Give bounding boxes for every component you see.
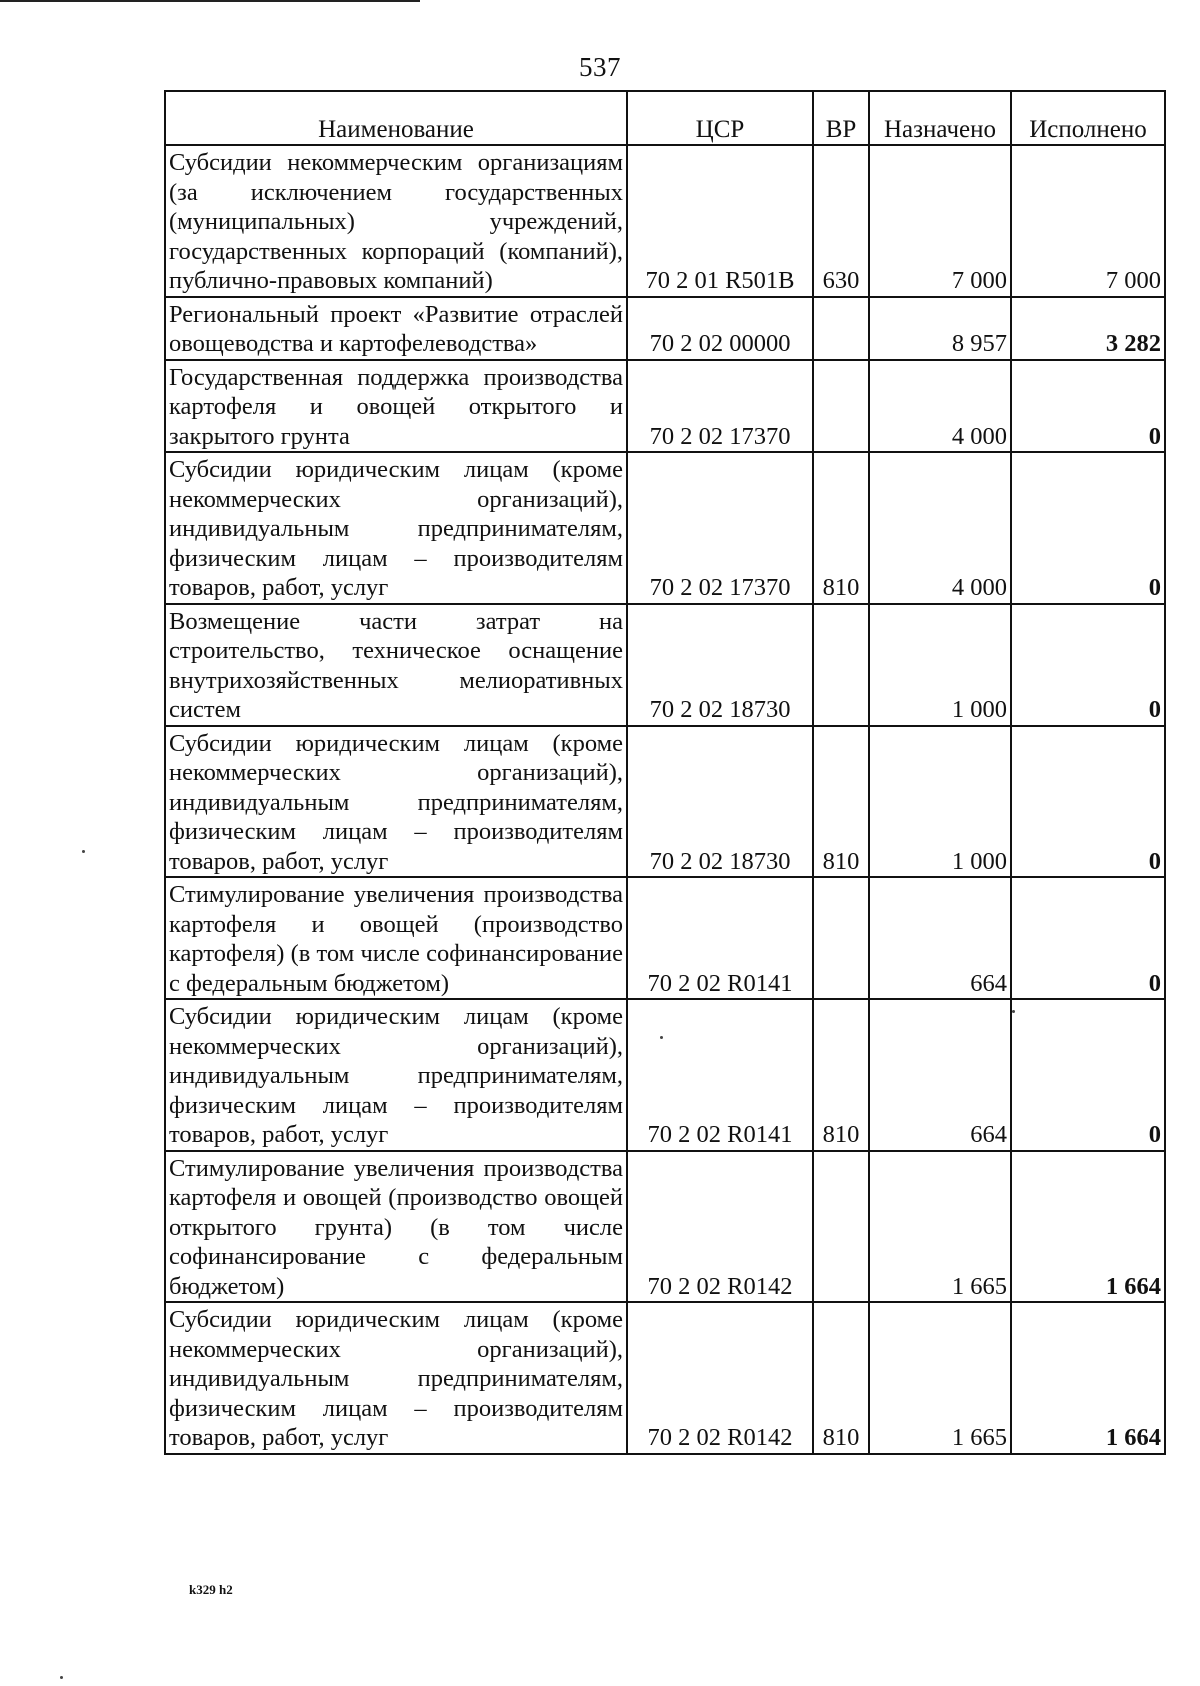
row-name: Государственная поддержка производства картофеля и овощей открытого и закрытого грунта [165,360,627,453]
row-vr [813,1151,869,1303]
row-name: Стимулирование увеличения производства картофеля и овощей (производство овощей открытого грунта) (в том числе софинансирование с федеральным бюджетом) [165,1151,627,1303]
row-vr [813,604,869,726]
scan-speck [660,1036,663,1039]
table-row [165,726,1165,878]
row-executed: 0 [1011,877,1165,999]
scan-speck [1012,1010,1015,1013]
table-row [165,1302,1165,1454]
scan-speck [60,1676,63,1679]
table-row [165,604,1165,726]
table-row [165,877,1165,999]
row-vr: 630 [813,145,869,297]
table-row [165,1151,1165,1303]
row-name: Субсидии юридическим лицам (кроме некоммерческих организаций), индивидуальным предпринимателям, физическим лицам – производителям товаров, работ, услуг [165,726,627,878]
row-assigned: 1 665 [869,1151,1011,1303]
row-vr: 810 [813,726,869,878]
row-assigned: 1 665 [869,1302,1011,1454]
row-csr: 70 2 02 R0142 [627,1302,813,1454]
header-assigned: Назначено [869,91,1011,145]
table-row [165,999,1165,1151]
row-name: Субсидии юридическим лицам (кроме некоммерческих организаций), индивидуальным предпринимателям, физическим лицам – производителям товаров, работ, услуг [165,1302,627,1454]
row-assigned: 4 000 [869,452,1011,604]
row-vr [813,877,869,999]
row-vr: 810 [813,1302,869,1454]
page-number: 537 [579,52,621,82]
table-row [165,360,1165,453]
row-executed: 0 [1011,999,1165,1151]
row-executed: 1 664 [1011,1302,1165,1454]
row-csr: 70 2 02 17370 [627,360,813,453]
row-assigned: 1 000 [869,604,1011,726]
row-executed: 0 [1011,360,1165,453]
row-name: Стимулирование увеличения производства картофеля и овощей (производство картофеля) (в том числе софинансирование с федеральным бюджетом) [165,877,627,999]
row-name: Возмещение части затрат на строительство, техническое оснащение внутрихозяйственных мелиоративных систем [165,604,627,726]
table-row [165,145,1165,297]
row-name: Региональный проект «Развитие отраслей овощеводства и картофелеводства» [165,297,627,360]
row-csr: 70 2 01 R501B [627,145,813,297]
row-name: Субсидии юридическим лицам (кроме некоммерческих организаций), индивидуальным предпринимателям, физическим лицам – производителям товаров, работ, услуг [165,452,627,604]
row-csr: 70 2 02 R0141 [627,999,813,1151]
scan-speck [82,850,85,853]
row-vr: 810 [813,452,869,604]
row-assigned: 8 957 [869,297,1011,360]
row-csr: 70 2 02 17370 [627,452,813,604]
row-executed: 0 [1011,452,1165,604]
row-assigned: 1 000 [869,726,1011,878]
row-csr: 70 2 02 R0141 [627,877,813,999]
header-name: Наименование [165,91,627,145]
header-vr: ВР [813,91,869,145]
row-executed: 7 000 [1011,145,1165,297]
row-csr: 70 2 02 18730 [627,604,813,726]
table-header-row [165,91,1165,145]
row-name: Субсидии юридическим лицам (кроме некоммерческих организаций), индивидуальным предпринимателям, физическим лицам – производителям товаров, работ, услуг [165,999,627,1151]
row-executed: 0 [1011,604,1165,726]
row-executed: 1 664 [1011,1151,1165,1303]
row-vr: 810 [813,999,869,1151]
row-csr: 70 2 02 00000 [627,297,813,360]
row-csr: 70 2 02 18730 [627,726,813,878]
budget-table [164,90,1166,1455]
row-assigned: 4 000 [869,360,1011,453]
row-assigned: 664 [869,999,1011,1151]
header-csr: ЦСР [627,91,813,145]
row-name: Субсидии некоммерческим организациям (за исключением государственных (муниципальных) учреждений, государственных корпораций (компаний), публично-правовых компаний) [165,145,627,297]
row-vr [813,360,869,453]
row-executed: 3 282 [1011,297,1165,360]
row-csr: 70 2 02 R0142 [627,1151,813,1303]
row-assigned: 7 000 [869,145,1011,297]
footer-document-code: k329 h2 [189,1582,233,1597]
header-executed: Исполнено [1011,91,1165,145]
row-vr [813,297,869,360]
budget-table-container [164,90,1164,1455]
top-edge-rule [0,0,420,2]
row-assigned: 664 [869,877,1011,999]
row-executed: 0 [1011,726,1165,878]
table-row [165,452,1165,604]
table-row [165,297,1165,360]
